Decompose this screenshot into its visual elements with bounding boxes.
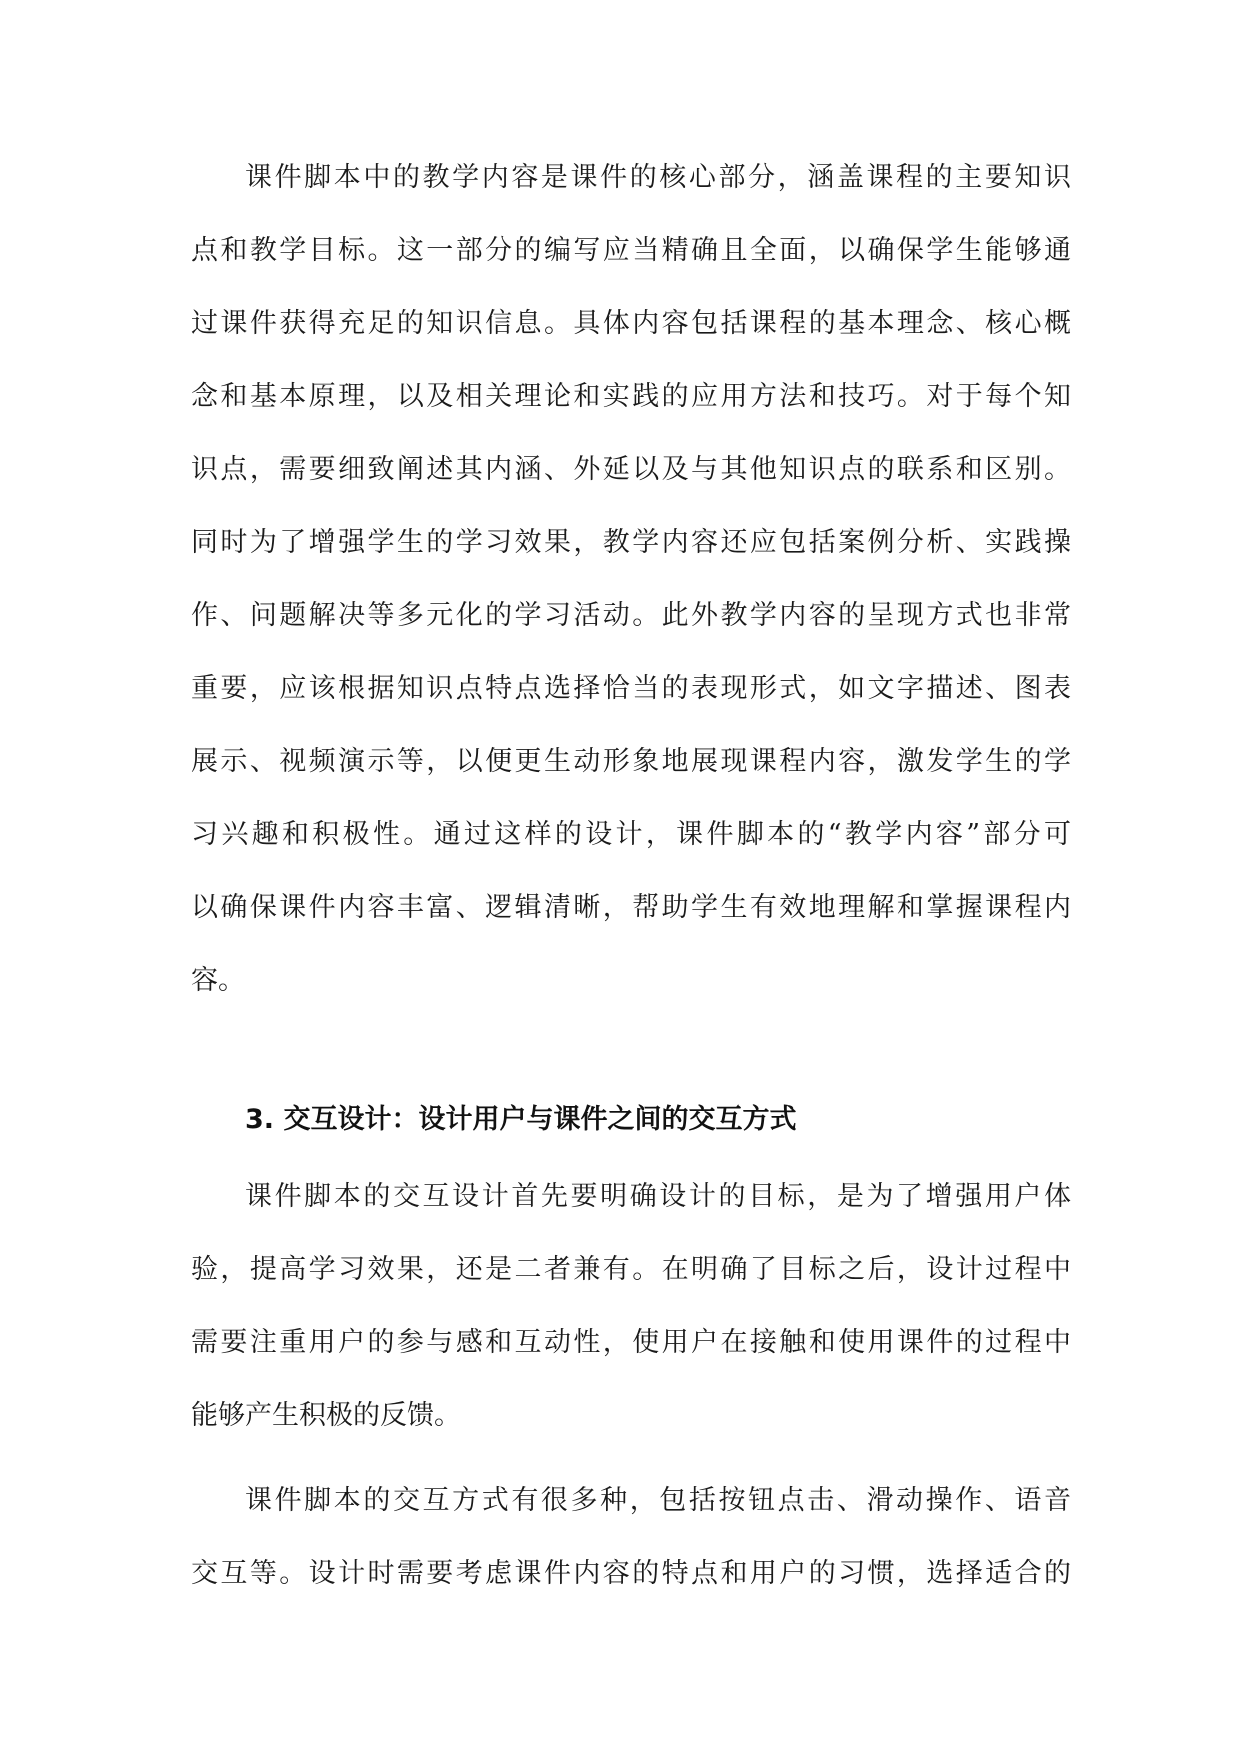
paragraph-line: 习兴趣和积极性。通过这样的设计，课件脚本的“教学内容”部分可	[191, 819, 1071, 850]
paragraph-line: 识点，需要细致阐述其内涵、外延以及与其他知识点的联系和区别。	[191, 454, 1071, 485]
paragraph-interaction-goals	[191, 1160, 1071, 1452]
paragraph-line: 念和基本原理，以及相关理论和实践的应用方法和技巧。对于每个知	[191, 381, 1071, 412]
paragraph-line: 重要，应该根据知识点特点选择恰当的表现形式，如文字描述、图表	[191, 673, 1071, 704]
paragraph-line: 课件脚本中的教学内容是课件的核心部分，涵盖课程的主要知识	[245, 162, 1071, 193]
paragraph-line: 交互等。设计时需要考虑课件内容的特点和用户的习惯，选择适合的	[191, 1558, 1071, 1589]
paragraph-line: 能够产生积极的反馈。	[191, 1400, 461, 1431]
paragraph-line: 过课件获得充足的知识信息。具体内容包括课程的基本理念、核心概	[191, 308, 1071, 339]
section-heading: 3. 交互设计：设计用户与课件之间的交互方式	[245, 1104, 797, 1135]
paragraph-line: 课件脚本的交互设计首先要明确设计的目标，是为了增强用户体	[245, 1181, 1071, 1212]
paragraph-line: 以确保课件内容丰富、逻辑清晰，帮助学生有效地理解和掌握课程内	[191, 892, 1071, 923]
paragraph-line: 作、问题解决等多元化的学习活动。此外教学内容的呈现方式也非常	[191, 600, 1071, 631]
paragraph-line: 容。	[191, 965, 245, 996]
paragraph-line: 展示、视频演示等，以便更生动形象地展现课程内容，激发学生的学	[191, 746, 1071, 777]
paragraph-line: 同时为了增强学生的学习效果，教学内容还应包括案例分析、实践操	[191, 527, 1071, 558]
paragraph-line: 点和教学目标。这一部分的编写应当精确且全面，以确保学生能够通	[191, 235, 1071, 266]
paragraph-line: 验，提高学习效果，还是二者兼有。在明确了目标之后，设计过程中	[191, 1254, 1071, 1285]
paragraph-teaching-content	[191, 141, 1071, 1017]
paragraph-line: 需要注重用户的参与感和互动性，使用户在接触和使用课件的过程中	[191, 1327, 1071, 1358]
paragraph-line: 课件脚本的交互方式有很多种，包括按钮点击、滑动操作、语音	[245, 1485, 1071, 1516]
paragraph-interaction-methods	[191, 1464, 1071, 1610]
